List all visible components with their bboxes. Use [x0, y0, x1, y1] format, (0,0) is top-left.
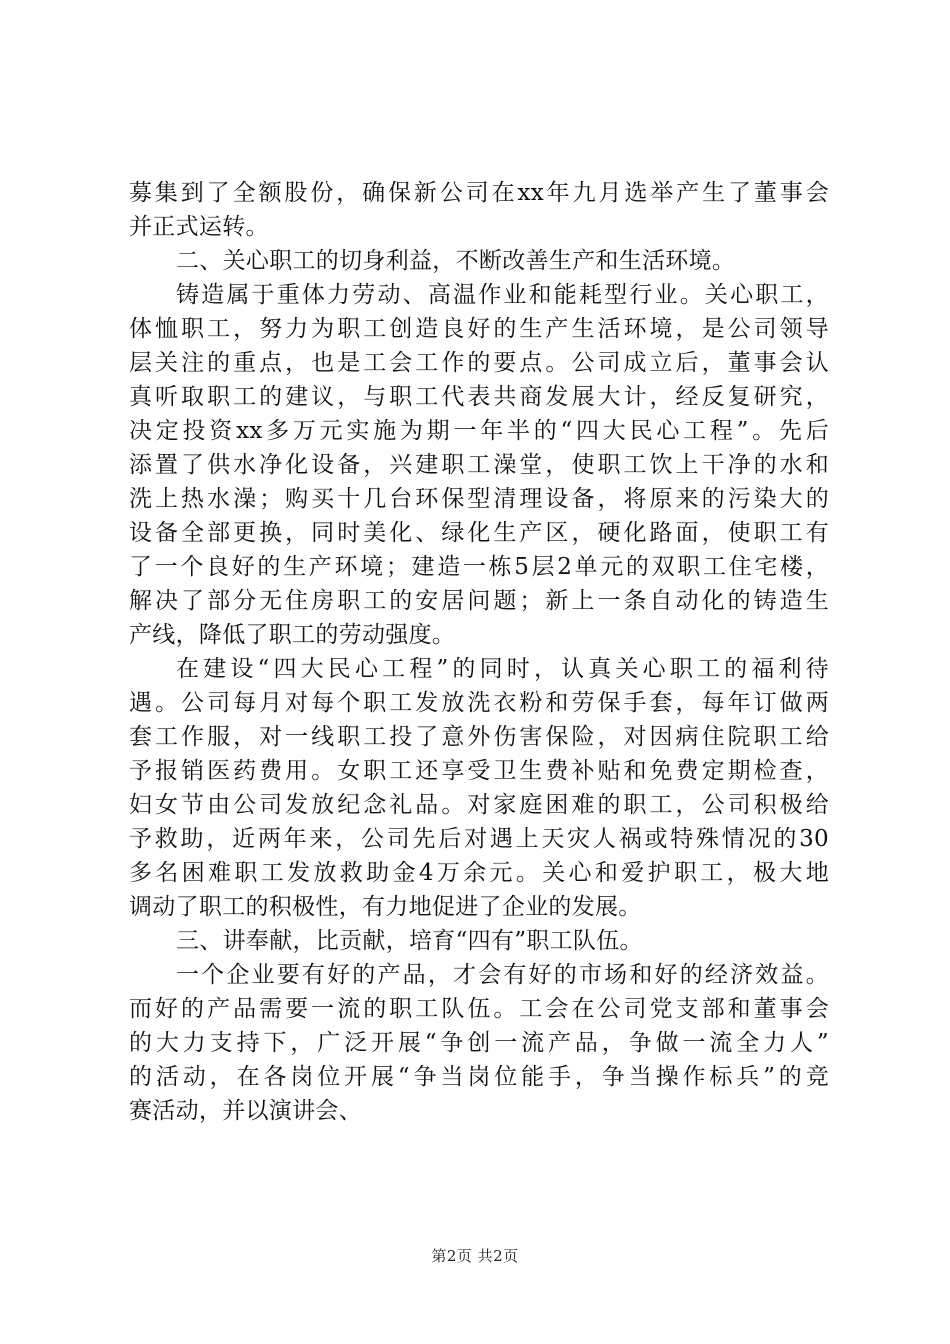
body-line: 予救助，近两年来，公司先后对遇上天灾人祸或特殊情况的30	[129, 826, 829, 852]
body-line: 调动了职工的积极性，有力地促进了企业的发展。	[129, 894, 642, 920]
body-line: 体恤职工，努力为职工创造良好的生产生活环境，是公司领导	[129, 316, 829, 342]
body-line: 铸造属于重体力劳动、高温作业和能耗型行业。关心职工，	[176, 282, 829, 308]
body-line: 解决了部分无住房职工的安居问题；新上一条自动化的铸造生	[129, 588, 829, 614]
body-line: 赛活动，并以演讲会、	[129, 1098, 362, 1124]
body-line: 真听取职工的建议，与职工代表共商发展大计，经反复研究，	[129, 384, 829, 410]
body-line: 募集到了全额股份，确保新公司在xx年九月选举产生了董事会	[129, 180, 829, 206]
body-line: 层关注的重点，也是工会工作的要点。公司成立后，董事会认	[129, 350, 829, 376]
section-heading-2: 二、关心职工的切身利益，不断改善生产和生活环境。	[176, 248, 736, 274]
body-line: 了一个良好的生产环境；建造一栋5层2单元的双职工住宅楼，	[129, 554, 829, 580]
body-line: 添置了供水净化设备，兴建职工澡堂，使职工饮上干净的水和	[129, 452, 829, 478]
body-line: 设备全部更换，同时美化、绿化生产区，硬化路面，使职工有	[129, 520, 829, 546]
body-line: 多名困难职工发放救助金4万余元。关心和爱护职工，极大地	[129, 860, 829, 886]
body-line: 遇。公司每月对每个职工发放洗衣粉和劳保手套，每年订做两	[129, 690, 829, 716]
body-line: 一个企业要有好的产品，才会有好的市场和好的经济效益。	[176, 962, 829, 988]
body-line: 的活动，在各岗位开展“争当岗位能手，争当操作标兵”的竞	[129, 1064, 829, 1090]
body-line: 予报销医药费用。女职工还享受卫生费补贴和免费定期检查，	[129, 758, 829, 784]
body-line: 套工作服，对一线职工投了意外伤害保险，对因病住院职工给	[129, 724, 829, 750]
body-line: 产线，降低了职工的劳动强度。	[129, 622, 456, 648]
body-line: 而好的产品需要一流的职工队伍。工会在公司党支部和董事会	[129, 996, 829, 1022]
page-number-footer: 第2页 共2页	[431, 1247, 519, 1265]
body-line: 在建设“四大民心工程”的同时，认真关心职工的福利待	[176, 656, 829, 682]
body-line: 妇女节由公司发放纪念礼品。对家庭困难的职工，公司积极给	[129, 792, 829, 818]
body-line: 并正式运转。	[129, 214, 269, 240]
body-line: 的大力支持下，广泛开展“争创一流产品，争做一流全力人”	[129, 1030, 829, 1056]
body-line: 洗上热水澡；购买十几台环保型清理设备，将原来的污染大的	[129, 486, 829, 512]
section-heading-3: 三、讲奉献，比贡献，培育“四有”职工队伍。	[176, 928, 643, 954]
body-line: 决定投资xx多万元实施为期一年半的“四大民心工程”。先后	[129, 418, 829, 444]
